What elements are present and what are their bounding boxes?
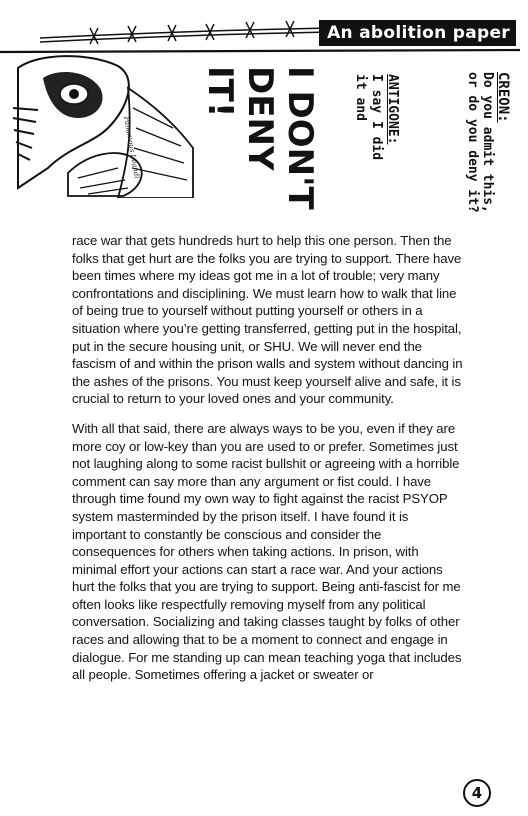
creon-speech <box>465 72 510 213</box>
antigone-label: ANTIGONE: <box>385 74 400 145</box>
banner-title: An abolition paper <box>319 20 516 46</box>
artist-signature: Panamous Leandi <box>122 116 141 180</box>
deny-line-1: I DON'T <box>280 66 320 210</box>
portrait-drawing <box>8 48 198 198</box>
antigone-speech <box>352 74 400 160</box>
deny-line-2: DENY <box>240 66 280 171</box>
deny-line-3: IT! <box>200 66 240 118</box>
article-body <box>72 232 464 696</box>
antigone-exclamation <box>200 66 320 210</box>
comic-header <box>0 0 528 215</box>
creon-line-2: or do you deny it? <box>465 72 480 213</box>
page-number: 4 <box>463 779 491 807</box>
creon-line-1: Do you admit this, <box>480 72 495 213</box>
antigone-line-1: I say I did <box>369 74 384 161</box>
paragraph: With all that said, there are always ways to be you, even if they are more coy or low-key than you are used to or prefer. Sometimes just not laughing along to some racist bullshit or agreeing with a horrible comment can say more than any argument or fist could. I have through time found my own way to fight against the racist PSYOP system masterminded by the prison itself. I have found it is important to constantly be conscious and consider the consequences for others when taking actions. In prison, with minimal effort your actions can start a race war. And your actions hurt the folks that you are trying to support. Being anti-fascist for me often looks like respectfully removing myself from any political conversation. Socializing and taking classes taught by folks of other races and allowing that to be a moment to connect and engage in dialogue. For me standing up can mean teaching yoga that includes all people. Sometimes offering a jacket or sweater or <box>72 420 462 683</box>
creon-label: CREON: <box>495 72 511 123</box>
paragraph: race war that gets hundreds hurt to help this one person. Then the folks that get hurt are the folks you are trying to support. There have been times where my ideas got me in a lot of trouble; very many confrontations and disciplining. We must learn how to walk that line of being true to yourself without putting yourself or others in a situation where you’re getting transferred, getting put in the hospital, put in the secure housing unit, or SHU. We will never end the fascism of and within the prison walls and system without dancing in the ashes of the prisons. You must keep yourself alive and safe, it is crucial to return to your loved ones and your community. <box>72 233 463 407</box>
antigone-line-2: it and <box>353 74 368 121</box>
